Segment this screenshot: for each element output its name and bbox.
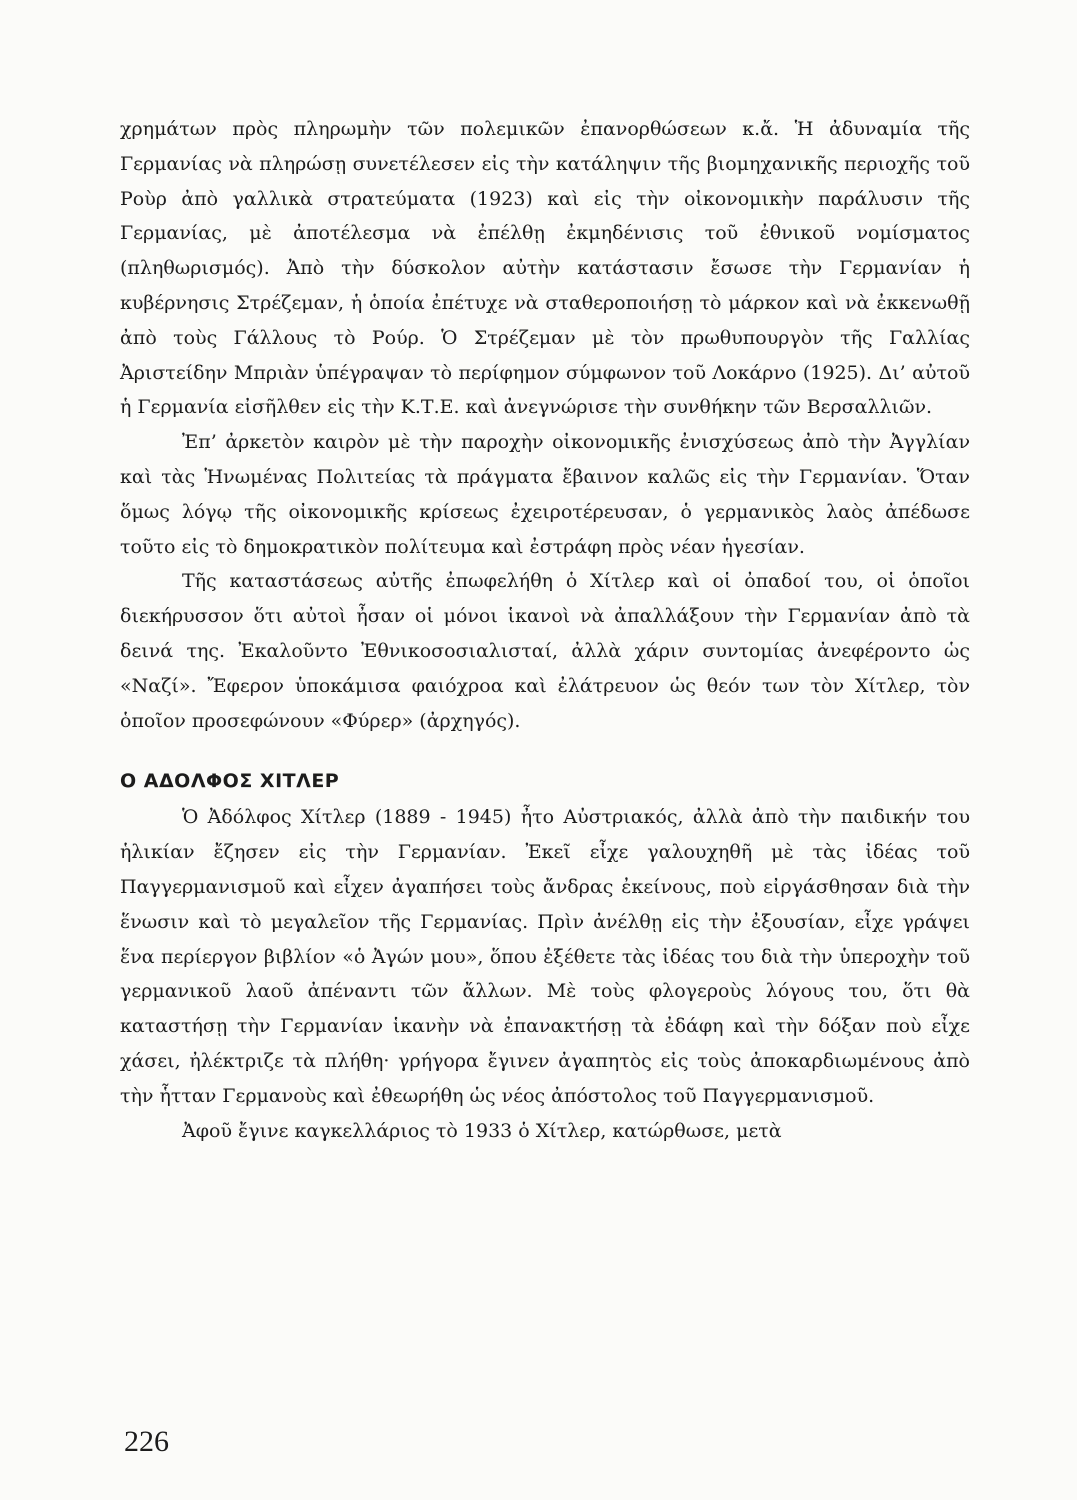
- paragraph-chancellor: Ἀφοῦ ἔγινε καγκελλάριος τὸ 1933 ὁ Χίτλερ, κατώρθωσε, μετὰ: [182, 1119, 782, 1142]
- page-number: 226: [124, 1425, 169, 1458]
- paragraph-nazis: Τῆς καταστάσεως αὐτῆς ἐπωφελήθη ὁ Χίτλερ καὶ οἱ ὀπαδοί του, οἱ ὁποῖοι διεκήρυσσον ὅτι αὐτοὶ ἦσαν οἱ μόνοι ἱκανοὶ νὰ ἀπαλλάξουν τὴν Γερμανίαν ἀπὸ τὰ δεινά της. Ἐκαλοῦντο Ἐθνικοσοσιαλισταί, ἀλλὰ χάριν συντομίας ἀνεφέροντο ὡς «Ναζί». Ἔφερον ὑποκάμισα φαιόχροα καὶ ἐλάτρευον ὡς θεόν των τὸν Χίτλερ, τὸν ὁποῖον προσεφώνουν «Φύρερ» (ἀρχηγός).: [120, 570, 970, 732]
- paragraph-hitler-bio: Ὁ Ἀδόλφος Χίτλερ (1889 - 1945) ἦτο Αὐστριακός, ἀλλὰ ἀπὸ τὴν παιδικήν του ἡλικίαν ἔζησεν εἰς τὴν Γερμανίαν. Ἐκεῖ εἶχε γαλουχηθῆ μὲ τὰς ἰδέας τοῦ Παγγερμανισμοῦ καὶ εἶχεν ἀγαπήσει τοὺς ἄνδρας ἐκείνους, ποὺ εἰργάσθησαν διὰ τὴν ἕνωσιν καὶ τὸ μεγαλεῖον τῆς Γερμανίας. Πρὶν ἀνέλθῃ εἰς τὴν ἐξουσίαν, εἶχε γράψει ἕνα περίεργον βιβλίον «ὁ Ἀγών μου», ὅπου ἐξέθετε τὰς ἰδέας του διὰ τὴν ὑπεροχὴν τοῦ γερμανικοῦ λαοῦ ἀπέναντι τῶν ἄλλων. Μὲ τοὺς φλογεροὺς λόγους του, ὅτι θὰ καταστήσῃ τὴν Γερμανίαν ἱκανὴν νὰ ἐπανακτήσῃ τὰ ἐδάφη καὶ τὴν δόξαν ποὺ εἶχε χάσει, ἠλέκτριζε τὰ πλήθη· γρήγορα ἔγινεν ἀγαπητὸς εἰς τοὺς ἀποκαρδιωμένους ἀπὸ τὴν ἧτταν Γερμανοὺς καὶ ἐθεωρήθη ὡς νέος ἀπόστολος τοῦ Παγγερμανισμοῦ.: [120, 806, 970, 1107]
- text-block: [120, 112, 970, 1148]
- paragraph-reparations: χρημάτων πρὸς πληρωμὴν τῶν πολεμικῶν ἐπανορθώσεων κ.ἄ. Ἡ ἀδυναμία τῆς Γερμανίας νὰ πληρώσῃ συνετέλεσεν εἰς τὴν κατάληψιν τῆς βιομηχανικῆς περιοχῆς τοῦ Ροὺρ ἀπὸ γαλλικὰ στρατεύματα (1923) καὶ εἰς τὴν οἰκονομικὴν παράλυσιν τῆς Γερμανίας, μὲ ἀποτέλεσμα νὰ ἐπέλθῃ ἐκμηδένισις τοῦ ἐθνικοῦ νομίσματος (πληθωρισμός). Ἀπὸ τὴν δύσκολον αὐτὴν κατάστασιν ἔσωσε τὴν Γερμανίαν ἡ κυβέρνησις Στρέζεμαν, ἡ ὁποία ἐπέτυχε νὰ σταθεροποιήσῃ τὸ μάρκον καὶ νὰ ἐκκενωθῇ ἀπὸ τοὺς Γάλλους τὸ Ρούρ. Ὁ Στρέζεμαν μὲ τὸν πρωθυπουργὸν τῆς Γαλλίας Ἀριστείδην Μπριὰν ὑπέγραψαν τὸ περίφημον σύμφωνον τοῦ Λοκάρνο (1925). Δι’ αὐτοῦ ἡ Γερμανία εἰσῆλθεν εἰς τὴν Κ.Τ.Ε. καὶ ἀνεγνώρισε τὴν συνθήκην τῶν Βερσαλλιῶν.: [120, 118, 970, 419]
- paragraph-economic-crisis: Ἐπ’ ἀρκετὸν καιρὸν μὲ τὴν παροχὴν οἰκονομικῆς ἐνισχύσεως ἀπὸ τὴν Ἀγγλίαν καὶ τὰς Ἡνωμένας Πολιτείας τὰ πράγματα ἔβαινον καλῶς εἰς τὴν Γερμανίαν. Ὅταν ὅμως λόγῳ τῆς οἰκονομικῆς κρίσεως ἐχειροτέρευσαν, ὁ γερμανικὸς λαὸς ἀπέδωσε τοῦτο εἰς τὸ δημοκρατικὸν πολίτευμα καὶ ἐστράφη πρὸς νέαν ἡγεσίαν.: [120, 431, 970, 558]
- section-heading: Ο ΑΔΟΛΦΟΣ ΧΙΤΛΕΡ: [120, 770, 340, 793]
